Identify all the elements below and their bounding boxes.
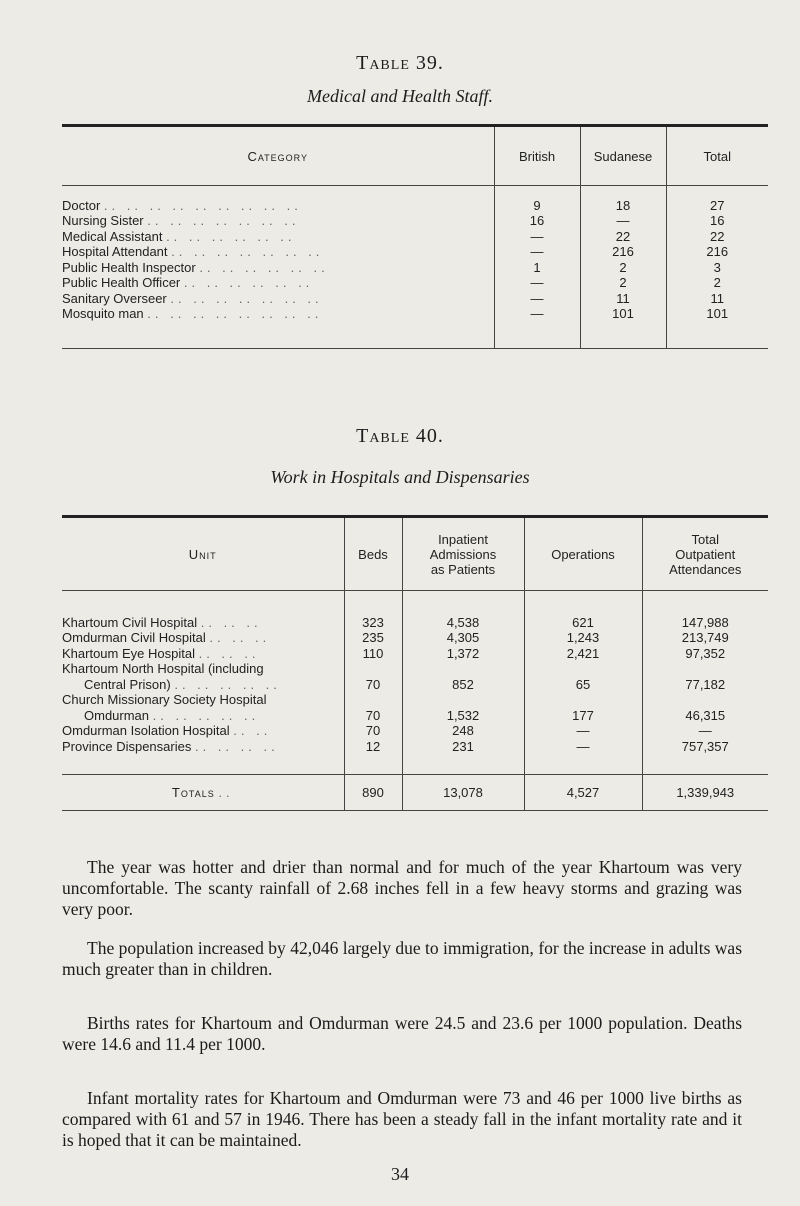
totals-label: Totals [171, 784, 215, 800]
leader-dots: .. .. .. .. .. .. [183, 275, 314, 290]
table-row [62, 213, 768, 229]
leader-dots: .. .. .. [198, 645, 260, 661]
cell-sudanese: 2 [580, 275, 666, 291]
page-number: 34 [391, 1164, 409, 1184]
cell-sudanese: 2 [580, 260, 666, 276]
cell-beds: 70 [344, 661, 402, 692]
cell-beds: 12 [344, 739, 402, 775]
table-row [62, 630, 768, 646]
cell-sudanese: 216 [580, 244, 666, 260]
total-inpatient: 13,078 [402, 775, 524, 811]
cell-operations: — [524, 739, 642, 775]
header-line: Inpatient [438, 531, 488, 547]
leader-dots: .. .. .. .. .. .. [199, 259, 329, 275]
cell-total: 22 [666, 229, 768, 245]
cell-operations: 1,243 [524, 630, 642, 646]
column-header-sudanese: Sudanese [580, 126, 666, 186]
row-category: Public Health Inspector [62, 259, 196, 275]
row-category: Doctor [62, 197, 101, 213]
row-unit: Church Missionary Society Hospital [62, 692, 267, 707]
column-header-british: British [494, 126, 580, 186]
cell-beds: 323 [344, 615, 402, 631]
table-row [62, 260, 768, 276]
cell-total: 11 [666, 291, 768, 307]
cell-british: — [494, 244, 580, 260]
leader-dots: .. .. .. .. .. .. .. [147, 213, 300, 228]
row-unit-continued: Omdurman [84, 707, 150, 723]
cell-inpatient: 1,532 [402, 692, 524, 723]
cell-british: 1 [494, 260, 580, 276]
row-category: Sanitary Overseer [62, 290, 167, 306]
cell-operations: — [524, 723, 642, 739]
table-row [62, 646, 768, 662]
column-header-total: Total [666, 126, 768, 186]
table-row [62, 692, 768, 723]
total-operations: 4,527 [524, 775, 642, 811]
table-row [62, 229, 768, 245]
column-header-outpatient [642, 517, 768, 591]
table-row [62, 275, 768, 291]
leader-dots: .. .. .. .. .. [152, 707, 260, 723]
paragraph-climate: The year was hotter and drier than normal and for much of the year Khartoum was very uncomfortable. The scanty rainfall of 2.68 inches fell in a few heavy storms and grazing was very poor. [62, 857, 742, 919]
table-39-heading: Table 39. [356, 52, 444, 74]
table-row [62, 723, 768, 739]
leader-dots: .. .. .. .. .. .. .. .. .. [103, 197, 302, 213]
cell-sudanese: 11 [580, 291, 666, 307]
cell-inpatient: 231 [402, 739, 524, 775]
row-category: Medical Assistant [62, 228, 163, 244]
total-outpatient: 1,339,943 [642, 775, 768, 811]
cell-total: 16 [666, 213, 768, 229]
cell-british: 16 [494, 213, 580, 229]
table-40 [62, 515, 768, 811]
table-row [62, 661, 768, 692]
cell-sudanese: 101 [580, 306, 666, 348]
column-header-inpatient [402, 517, 524, 591]
cell-inpatient: 4,538 [402, 615, 524, 631]
cell-total: 27 [666, 198, 768, 214]
cell-total: 2 [666, 275, 768, 291]
leader-dots: .. .. .. [209, 630, 271, 645]
row-category: Mosquito man [62, 306, 144, 321]
row-category: Public Health Officer [62, 275, 181, 290]
cell-outpatient: 97,352 [642, 646, 768, 662]
row-unit: Province Dispensaries [62, 738, 192, 754]
cell-operations: 65 [524, 661, 642, 692]
cell-total: 101 [666, 306, 768, 348]
leader-dots: .. .. .. .. .. .. .. [170, 290, 323, 306]
table-row [62, 306, 768, 348]
table-40-title: Work in Hospitals and Dispensaries [270, 467, 530, 487]
cell-total: 216 [666, 244, 768, 260]
cell-sudanese: 18 [580, 198, 666, 214]
cell-outpatient: 147,988 [642, 615, 768, 631]
cell-beds: 235 [344, 630, 402, 646]
cell-british: — [494, 229, 580, 245]
cell-sudanese: — [580, 213, 666, 229]
total-beds: 890 [344, 775, 402, 811]
table-39-title: Medical and Health Staff. [307, 86, 493, 106]
cell-british: — [494, 291, 580, 307]
table-39 [62, 124, 768, 349]
leader-dots: .. .. .. .. .. .. .. [171, 244, 324, 259]
leader-dots: .. .. [233, 723, 272, 738]
cell-sudanese: 22 [580, 229, 666, 245]
column-header-beds: Beds [344, 517, 402, 591]
row-unit: Khartoum Civil Hospital [62, 614, 198, 630]
cell-operations: 621 [524, 615, 642, 631]
cell-british: 9 [494, 198, 580, 214]
row-unit: Omdurman Civil Hospital [62, 630, 206, 645]
cell-beds: 70 [344, 723, 402, 739]
header-line: Admissions [429, 546, 497, 562]
header-line: as Patients [430, 561, 496, 577]
column-header-operations: Operations [524, 517, 642, 591]
table-row [62, 244, 768, 260]
cell-inpatient: 248 [402, 723, 524, 739]
paragraph-infant-mortality: Infant mortality rates for Khartoum and Omdurman were 73 and 46 per 1000 live births as compared with 61 and 57 in 1946. There has been a steady fall in the infant mortality rate and it is hoped that it can be maintained. [62, 1088, 742, 1150]
table-row [62, 615, 768, 631]
row-category: Nursing Sister [62, 213, 144, 228]
cell-british: — [494, 275, 580, 291]
cell-outpatient: 77,182 [642, 661, 768, 692]
leader-dots: .. .. .. .. .. [174, 676, 281, 692]
column-header-category: Category [62, 126, 494, 186]
cell-operations: 177 [524, 692, 642, 723]
cell-british: — [494, 306, 580, 348]
header-line: Outpatient [675, 546, 736, 562]
totals-row [62, 775, 768, 811]
row-unit-continued: Central Prison) [84, 676, 171, 692]
cell-total: 3 [666, 260, 768, 276]
leader-dots: .. .. .. .. .. .. [166, 228, 296, 244]
cell-operations: 2,421 [524, 646, 642, 662]
leader-dots: .. .. .. [200, 614, 262, 630]
cell-outpatient: 757,357 [642, 739, 768, 775]
row-category: Hospital Attendant [62, 244, 168, 259]
row-unit: Khartoum Eye Hospital [62, 645, 195, 661]
row-unit: Omdurman Isolation Hospital [62, 723, 230, 738]
row-unit: Khartoum North Hospital (including [62, 661, 264, 676]
table-40-heading: Table 40. [356, 425, 444, 447]
cell-inpatient: 1,372 [402, 646, 524, 662]
leader-dots: .. .. .. .. [194, 738, 279, 754]
table-row [62, 739, 768, 775]
leader-dots: .. .. .. .. .. .. .. .. [147, 306, 323, 321]
cell-outpatient: 213,749 [642, 630, 768, 646]
header-line: Attendances [669, 561, 742, 577]
paragraph-births-deaths: Births rates for Khartoum and Omdurman were 24.5 and 23.6 per 1000 population. Deaths were 14.6 and 11.4 per 1000. [62, 1013, 742, 1054]
cell-inpatient: 852 [402, 661, 524, 692]
cell-inpatient: 4,305 [402, 630, 524, 646]
cell-beds: 70 [344, 692, 402, 723]
paragraph-population: The population increased by 42,046 largely due to immigration, for the increase in adults was much greater than in children. [62, 938, 742, 979]
table-row [62, 198, 768, 214]
leader-dots: .. [218, 784, 234, 800]
table-row [62, 291, 768, 307]
column-header-unit: Unit [62, 517, 344, 591]
cell-outpatient: — [642, 723, 768, 739]
cell-outpatient: 46,315 [642, 692, 768, 723]
cell-beds: 110 [344, 646, 402, 662]
header-line: Total [691, 531, 719, 547]
